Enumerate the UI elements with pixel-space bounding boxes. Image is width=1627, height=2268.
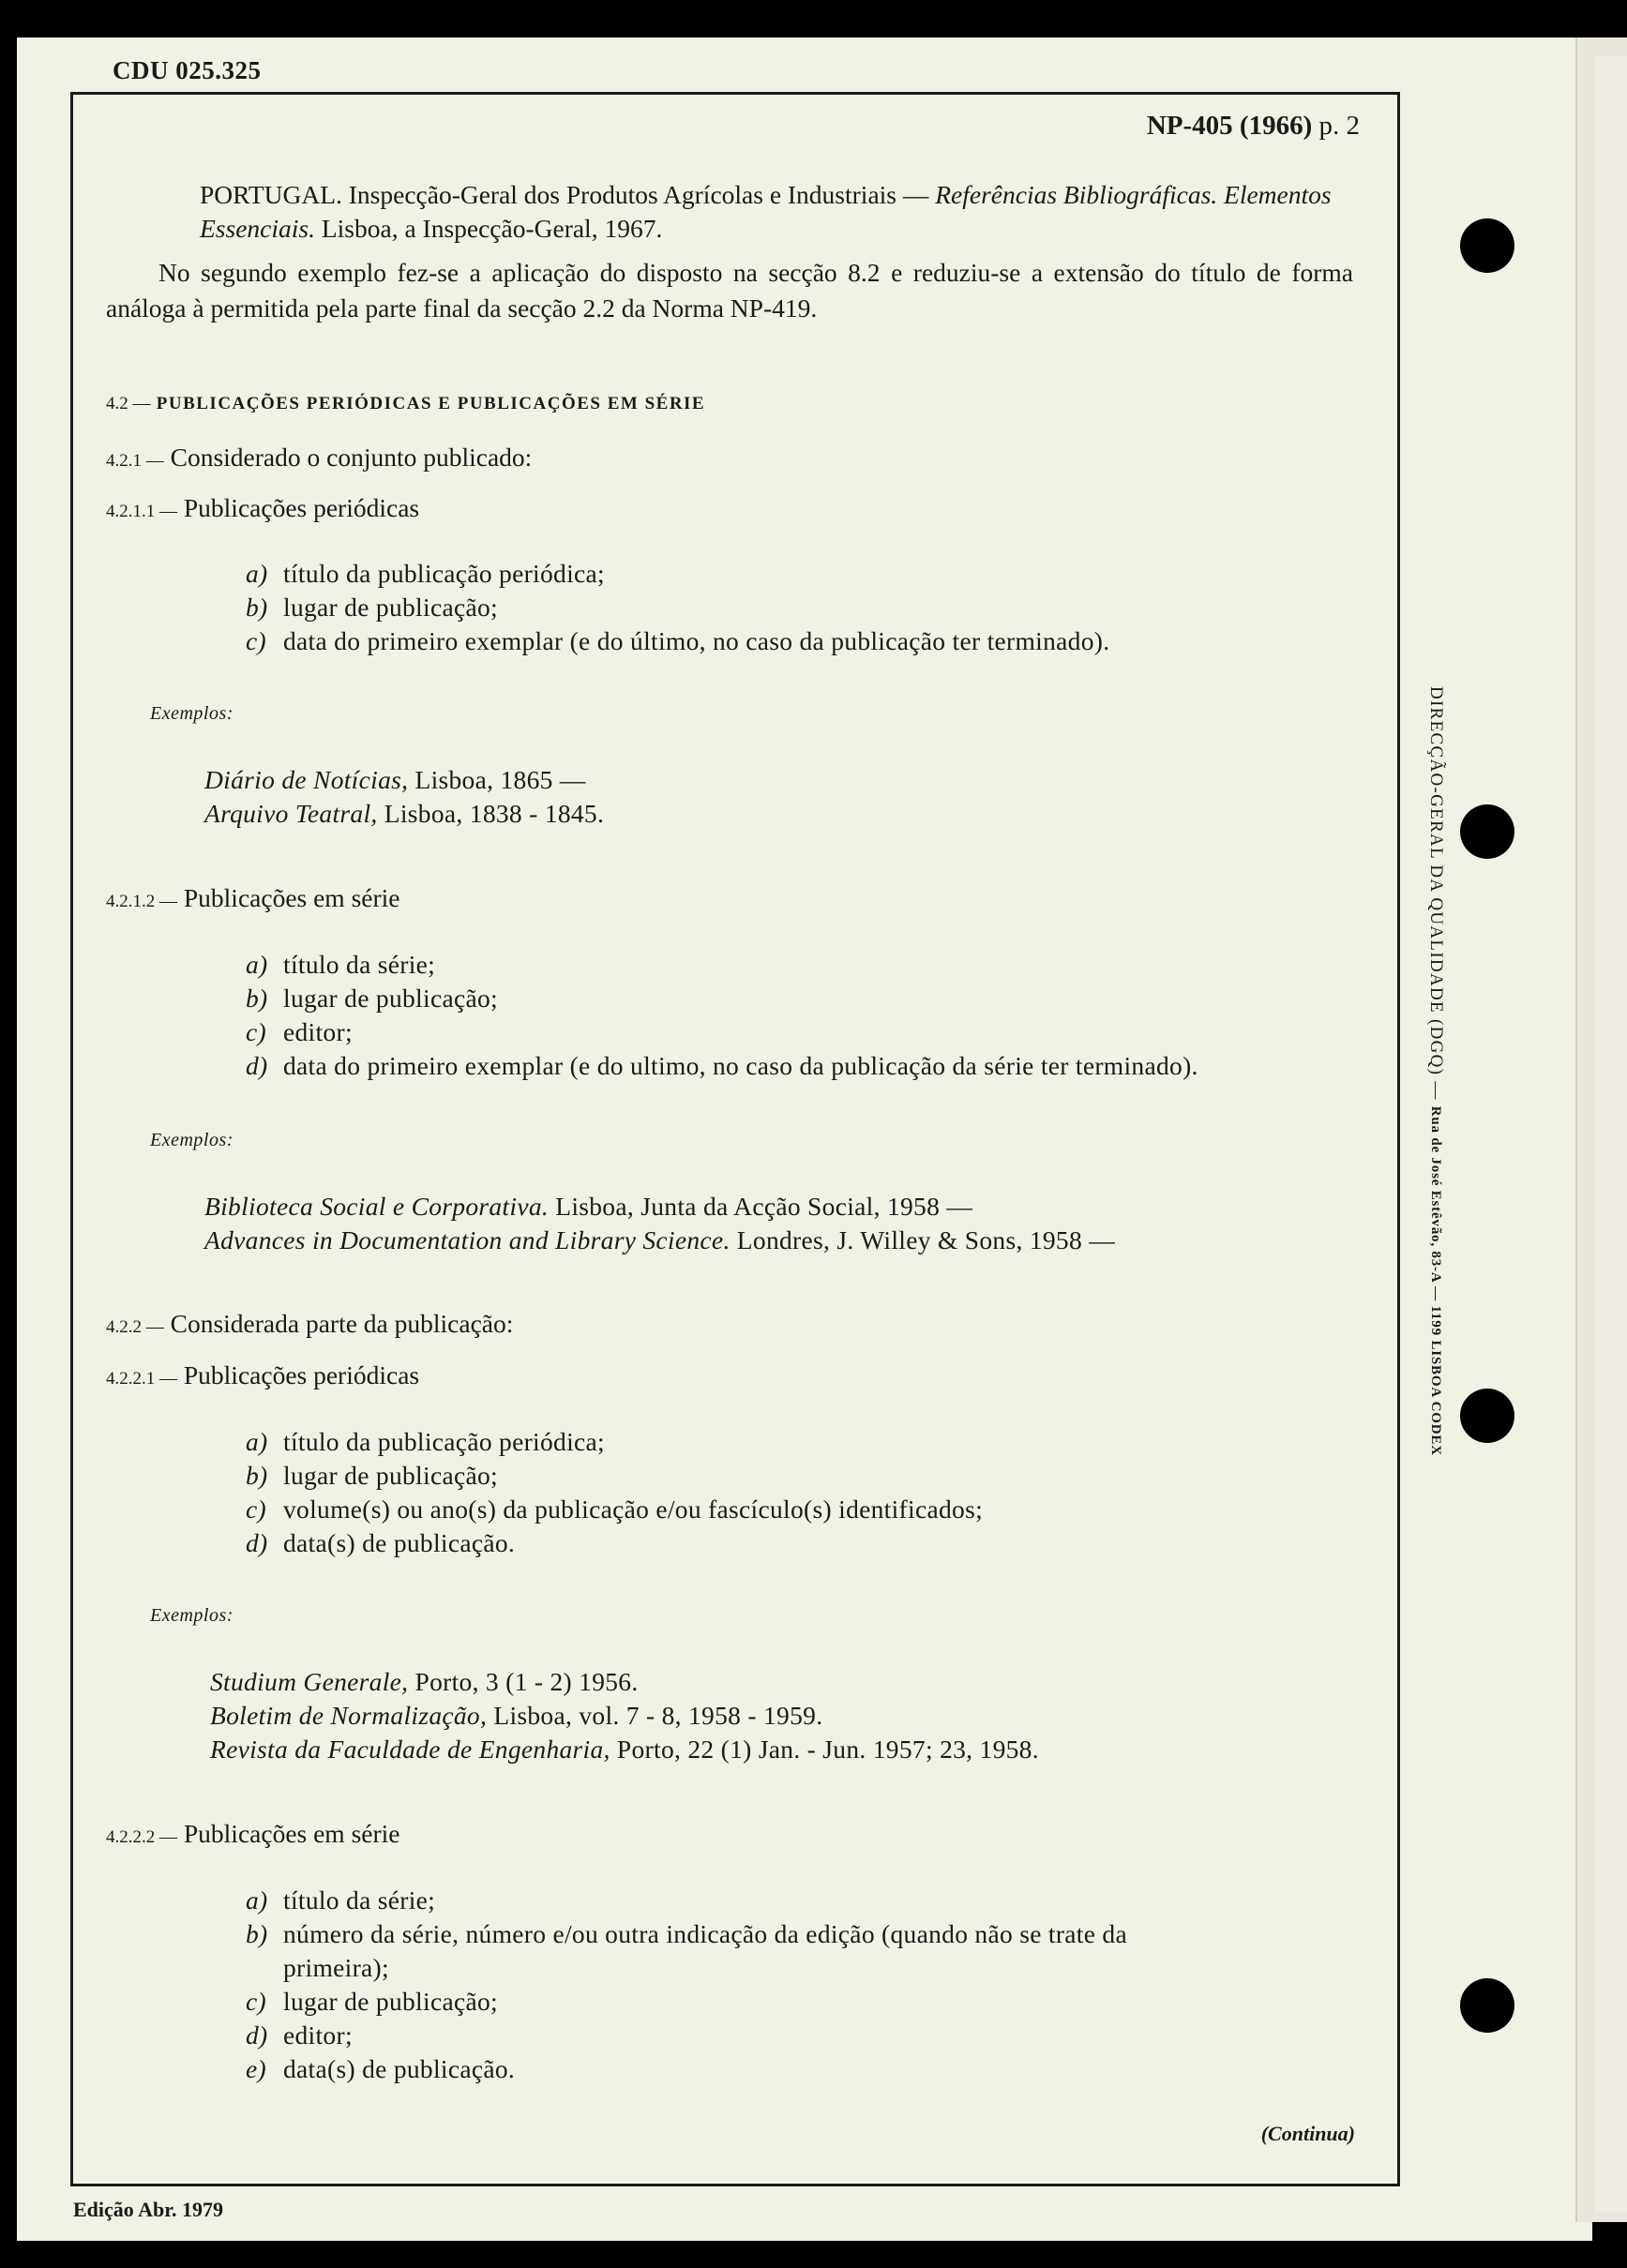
item-text: data do primeiro exemplar (e do ultimo, no caso da publicação da série ter terminado). xyxy=(283,1051,1198,1080)
section-text: Considerada parte da publicação: xyxy=(170,1309,514,1338)
example-title: Biblioteca Social e Corporativa. xyxy=(204,1192,550,1221)
list-item xyxy=(246,1461,983,1494)
item-text: editor; xyxy=(283,1017,353,1046)
item-label: a) xyxy=(246,1885,268,1915)
examples-4-2-1-2 xyxy=(204,1192,1115,1259)
page-number: p. 2 xyxy=(1318,111,1360,141)
list-item xyxy=(246,2054,1127,2088)
example-rest: Lisboa, vol. 7 - 8, 1958 - 1959. xyxy=(487,1701,823,1730)
list-item xyxy=(246,1528,983,1562)
item-label: c) xyxy=(246,1017,266,1046)
example-line xyxy=(210,1667,1039,1701)
standard-reference xyxy=(1147,111,1360,142)
list-4-2-1-2 xyxy=(246,950,1198,1085)
item-text: lugar de publicação; xyxy=(283,1461,498,1490)
intro-reference xyxy=(200,178,1353,246)
example-line xyxy=(210,1701,1039,1735)
example-title: Revista da Faculdade de Engenharia, xyxy=(210,1735,610,1764)
cdu-code: CDU 025.325 xyxy=(113,56,262,84)
item-label: a) xyxy=(246,559,268,588)
list-item xyxy=(246,1919,1127,1953)
list-4-2-1-1 xyxy=(246,559,1109,660)
section-number: 4.2.2.2 — xyxy=(106,1827,177,1847)
item-text: título da série; xyxy=(283,1885,436,1915)
section-text: Considerado o conjunto publicado: xyxy=(170,443,533,472)
list-item xyxy=(246,1987,1127,2020)
item-label: d) xyxy=(246,2020,268,2050)
item-label: c) xyxy=(246,1987,266,2016)
example-title: Boletim de Normalização, xyxy=(210,1701,488,1730)
continua-note: (Continua) xyxy=(1260,2122,1355,2145)
list-item xyxy=(246,1051,1198,1085)
example-title: Advances in Documentation and Library Science. xyxy=(204,1225,731,1254)
item-text: título da série; xyxy=(283,950,436,979)
list-item xyxy=(246,1953,1127,1987)
item-label: e) xyxy=(246,2054,266,2083)
list-item xyxy=(246,950,1198,984)
item-label: b) xyxy=(246,1919,268,1948)
item-label: d) xyxy=(246,1528,268,1557)
publisher-name: DIRECÇÃO-GERAL DA QUALIDADE (DGQ) — xyxy=(1426,686,1446,1101)
list-item xyxy=(246,1494,983,1528)
binder-hole-4 xyxy=(1460,1978,1514,2033)
example-title: Studium Generale, xyxy=(210,1667,409,1696)
section-text: Publicações periódicas xyxy=(183,493,420,522)
section-number: 4.2 — xyxy=(106,394,151,413)
section-number: 4.2.2.1 — xyxy=(106,1369,177,1389)
item-text: data do primeiro exemplar (e do último, no caso da publicação ter terminado). xyxy=(283,626,1110,655)
item-label: b) xyxy=(246,593,268,622)
binder-hole-1 xyxy=(1460,218,1514,273)
example-rest: Lisboa, Junta da Acção Social, 1958 — xyxy=(549,1192,973,1221)
examples-4-2-1-1 xyxy=(204,765,604,833)
example-line xyxy=(204,1225,1115,1259)
item-label: c) xyxy=(246,626,266,655)
item-label: b) xyxy=(246,1461,268,1490)
section-4-2-heading xyxy=(106,394,705,414)
item-text: data(s) de publicação. xyxy=(283,2054,516,2083)
item-text: data(s) de publicação. xyxy=(283,1528,516,1557)
ref-suffix: Lisboa, a Inspecção-Geral, 1967. xyxy=(314,214,663,243)
section-4-2-1-1-heading xyxy=(106,493,419,523)
item-text: editor; xyxy=(283,2020,353,2050)
example-rest: Lisboa, 1865 — xyxy=(408,765,586,794)
item-label: d) xyxy=(246,1051,268,1080)
section-number: 4.2.2 — xyxy=(106,1317,164,1337)
section-number: 4.2.1 — xyxy=(106,451,164,471)
side-publisher-text xyxy=(1425,686,1446,1456)
example-line xyxy=(204,765,604,799)
example-rest: Lisboa, 1838 - 1845. xyxy=(377,799,605,828)
item-text: lugar de publicação; xyxy=(283,984,498,1013)
list-item xyxy=(246,984,1198,1017)
examples-label: Exemplos: xyxy=(150,703,234,724)
example-line xyxy=(204,799,604,833)
list-item xyxy=(246,1017,1198,1051)
section-4-2-2-heading xyxy=(106,1309,513,1339)
section-4-2-1-heading xyxy=(106,443,532,473)
list-item xyxy=(246,1427,983,1461)
ref-italic: Referências Bibliográficas. Elementos Essenciais. xyxy=(200,180,1332,243)
item-label: b) xyxy=(246,984,268,1013)
section-title: PUBLICAÇÕES PERIÓDICAS E PUBLICAÇÕES EM SÉRIE xyxy=(156,394,706,413)
item-text: lugar de publicação; xyxy=(283,593,498,622)
list-item xyxy=(246,1885,1127,1919)
publisher-address: Rua de José Estêvão, 83-A — 1199 LISBOA CODEX xyxy=(1428,1105,1443,1456)
binder-hole-3 xyxy=(1460,1389,1514,1443)
list-item xyxy=(246,559,1109,593)
np-code: NP-405 (1966) xyxy=(1146,111,1313,141)
examples-4-2-2-1 xyxy=(210,1667,1039,1768)
ref-prefix: PORTUGAL. Inspecção-Geral dos Produtos Agrícolas e Industriais — xyxy=(200,180,936,209)
example-rest: Londres, J. Willey & Sons, 1958 — xyxy=(730,1225,1116,1254)
section-text: Publicações em série xyxy=(183,883,400,912)
item-text: número da série, número e/ou outra indicação da edição (quando não se trate da xyxy=(283,1919,1127,1948)
list-4-2-2-2 xyxy=(246,1885,1127,2088)
item-text: lugar de publicação; xyxy=(283,1987,498,2016)
section-text: Publicações em série xyxy=(183,1819,400,1848)
item-label: a) xyxy=(246,1427,268,1456)
section-4-2-1-2-heading xyxy=(106,883,399,913)
intro-paragraph: No segundo exemplo fez-se a aplicação do disposto na secção 8.2 e reduziu-se a extensão do título de forma análoga à permitida pela parte final da secção 2.2 da Norma NP-419. xyxy=(106,258,1353,323)
item-label: c) xyxy=(246,1494,266,1524)
item-text: primeira); xyxy=(283,1953,389,1982)
list-item xyxy=(246,593,1109,626)
examples-label: Exemplos: xyxy=(150,1130,234,1150)
example-line xyxy=(204,1192,1115,1225)
example-title: Arquivo Teatral, xyxy=(204,799,378,828)
binder-hole-2 xyxy=(1460,804,1514,859)
example-line xyxy=(210,1735,1039,1768)
section-4-2-2-2-heading xyxy=(106,1819,399,1849)
list-item xyxy=(246,626,1109,660)
item-text: volume(s) ou ano(s) da publicação e/ou fascículo(s) identificados; xyxy=(283,1494,984,1524)
example-rest: Porto, 22 (1) Jan. - Jun. 1957; 23, 1958. xyxy=(610,1735,1039,1764)
list-item xyxy=(246,2020,1127,2054)
item-text: título da publicação periódica; xyxy=(283,1427,605,1456)
list-4-2-2-1 xyxy=(246,1427,983,1562)
example-title: Diário de Notícias, xyxy=(204,765,409,794)
section-number: 4.2.1.2 — xyxy=(106,892,177,911)
examples-label: Exemplos: xyxy=(150,1605,234,1626)
example-rest: Porto, 3 (1 - 2) 1956. xyxy=(408,1667,639,1696)
edition-date: Edição Abr. 1979 xyxy=(73,2198,223,2221)
section-4-2-2-1-heading xyxy=(106,1360,419,1390)
section-number: 4.2.1.1 — xyxy=(106,502,177,521)
next-sheet-edge-inner xyxy=(1594,56,1627,2213)
item-label: a) xyxy=(246,950,268,979)
item-text: título da publicação periódica; xyxy=(283,559,605,588)
section-text: Publicações periódicas xyxy=(183,1360,420,1389)
